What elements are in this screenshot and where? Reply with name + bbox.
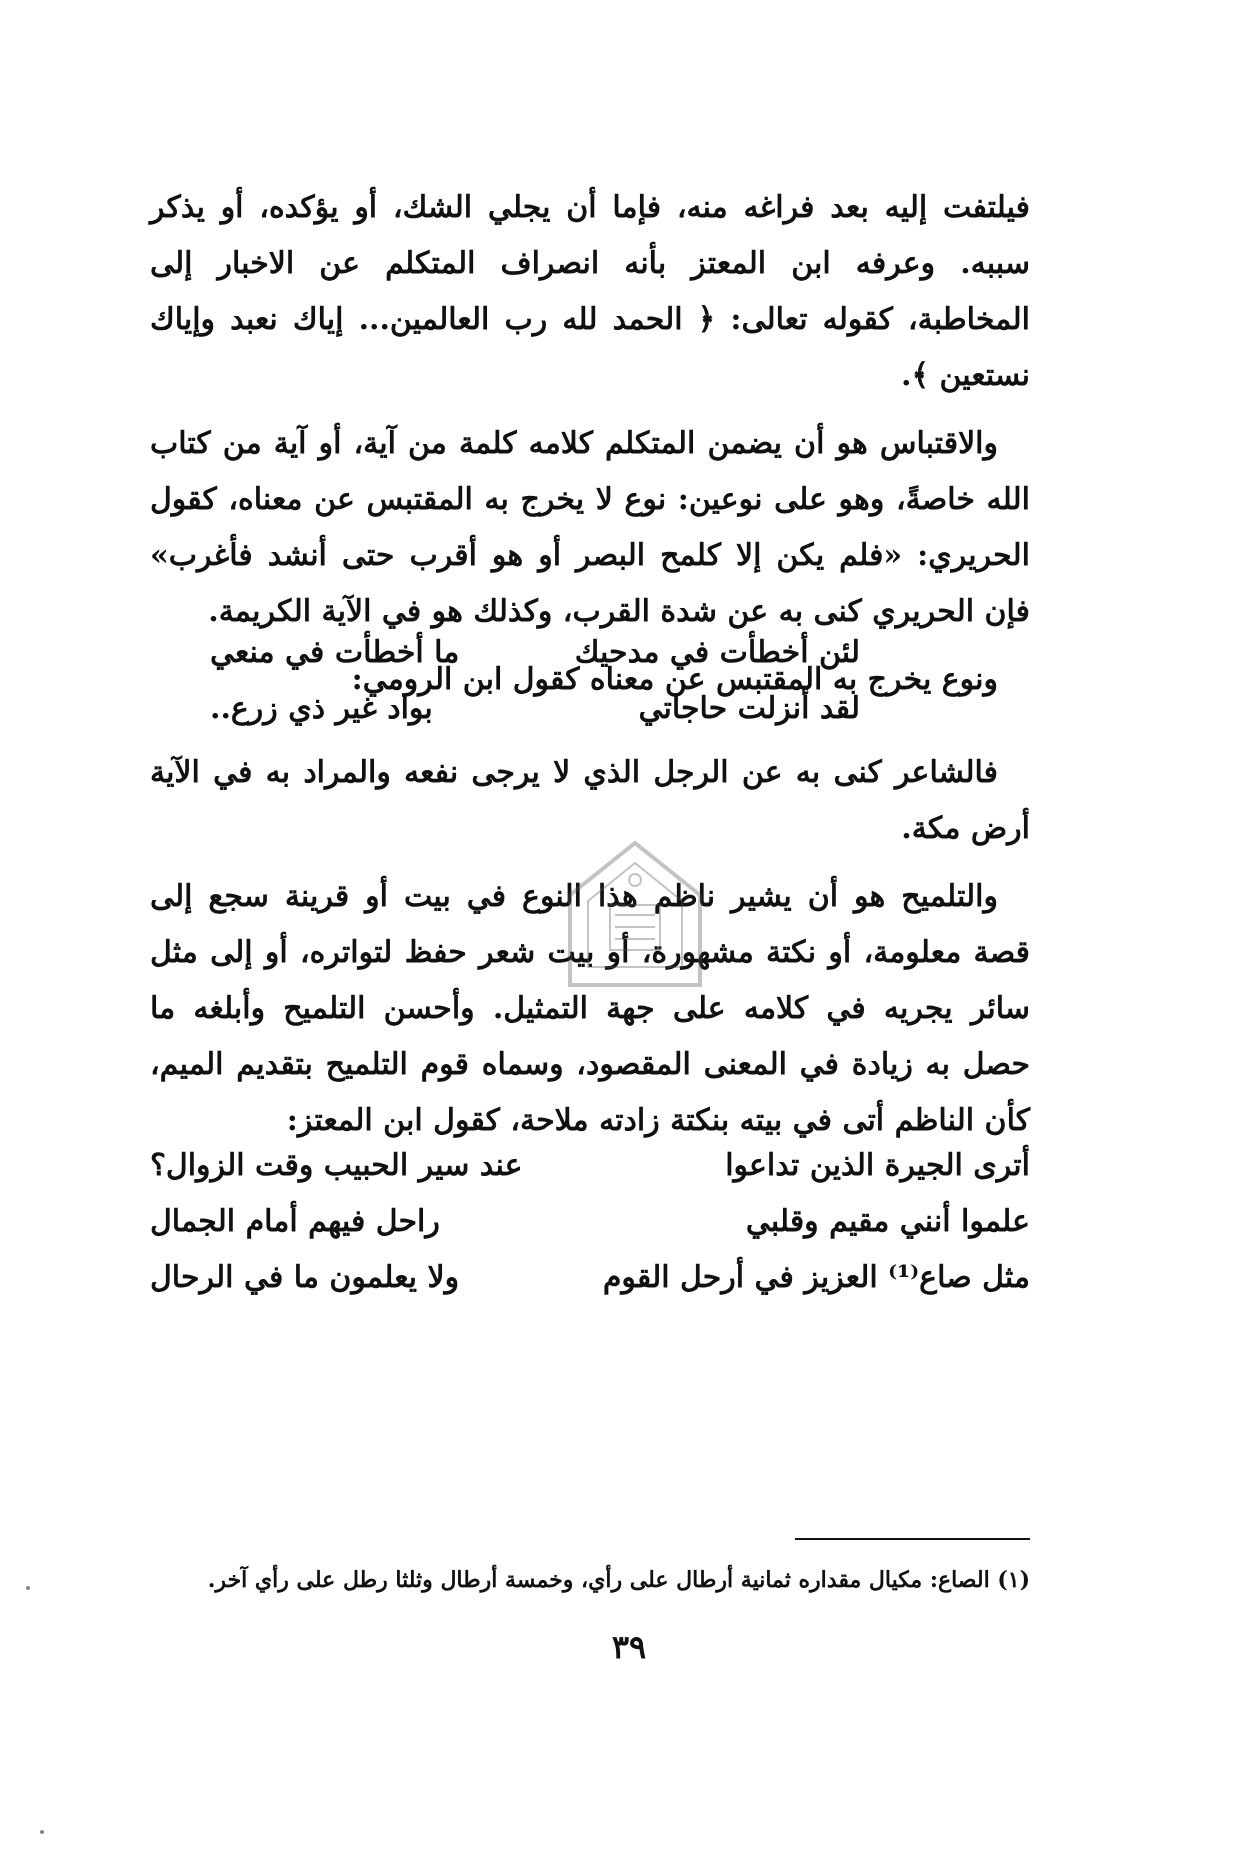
verse-hemistich-first: مثل صاع⁽¹⁾ العزيز في أرحل القوم (602, 1260, 1030, 1295)
verse-line (150, 1250, 1030, 1306)
footnote-divider (795, 1538, 1030, 1540)
verse-hemistich-second: عند سير الحبيب وقت الزوال؟ (150, 1148, 523, 1183)
scan-speck (40, 1830, 44, 1834)
verse-line (150, 1194, 1030, 1250)
verse-line (210, 681, 860, 737)
verse-hemistich-first: علموا أنني مقيم وقلبي (745, 1204, 1030, 1239)
library-stamp-icon (560, 835, 710, 995)
paragraph-1: فيلتفت إليه بعد فراغه منه، فإما أن يجلي الشك، أو يؤكده، أو يذكر سببه. وعرفه ابن المعتز بأنه انصراف المتكلم عن الاخبار إلى المخاطبة، كقوله تعالى: ﴿ الحمد لله رب العالمين... إياك نعبد وإياك نستعين ﴾. (150, 190, 1030, 393)
verse-hemistich-first: أترى الجيرة الذين تداعوا (725, 1148, 1030, 1183)
verse-block-1 (210, 625, 860, 737)
page-number: ٣٩ (611, 1628, 647, 1666)
scan-speck (26, 1586, 30, 1590)
verse-hemistich-second: راحل فيهم أمام الجمال (150, 1204, 440, 1239)
footnote: (١) الصاع: مكيال مقداره ثمانية أرطال على رأي، وخمسة أرطال وثلثا رطل على رأي آخر. (207, 1567, 1030, 1593)
verse-hemistich-first: لئن أخطأت في مدحيك (574, 635, 860, 670)
verse-hemistich-second: ولا يعلمون ما في الرحال (150, 1260, 460, 1295)
verse-block-2 (150, 1138, 1030, 1306)
verse-line (150, 1138, 1030, 1194)
paragraph-4: فالشاعر كنى به عن الرجل الذي لا يرجى نفعه والمراد به في الآية أرض مكة. (150, 755, 1030, 846)
verse-line (210, 625, 860, 681)
paragraph-3: ونوع يخرج به المقتبس عن معناه كقول ابن الرومي: (351, 662, 998, 697)
verse-hemistich-second: بواد غير ذي زرع.. (210, 691, 433, 726)
paragraph-2: والاقتباس هو أن يضمن المتكلم كلامه كلمة من آية، أو آية من كتاب الله خاصةً، وهو على نوعين: نوع لا يخرج به المقتبس عن معناه، كقول الحريري: «فلم يكن إلا كلمح البصر أو هو أقرب حتى أنشد فأغرب» فإن الحريري كنى به عن شدة القرب، وكذلك هو في الآية الكريمة. (150, 426, 1030, 629)
verse-hemistich-first: لقد أنزلت حاجاتي (638, 691, 860, 726)
verse-hemistich-second: ما أخطأت في منعي (210, 635, 460, 670)
paragraph-5: والتلميح هو أن يشير ناظم هذا النوع في بيت أو قرينة سجع إلى قصة معلومة، أو نكتة مشهورة، أو بيت شعر حفظ لتواتره، أو إلى مثل سائر يجريه في كلامه على جهة التمثيل. وأحسن التلميح وأبلغه ما حصل به زيادة في المعنى المقصود، وسماه قوم التلميح بتقديم الميم، كأن الناظم أتى في بيته بنكتة زادته ملاحة، كقول ابن المعتز: (150, 879, 1030, 1138)
